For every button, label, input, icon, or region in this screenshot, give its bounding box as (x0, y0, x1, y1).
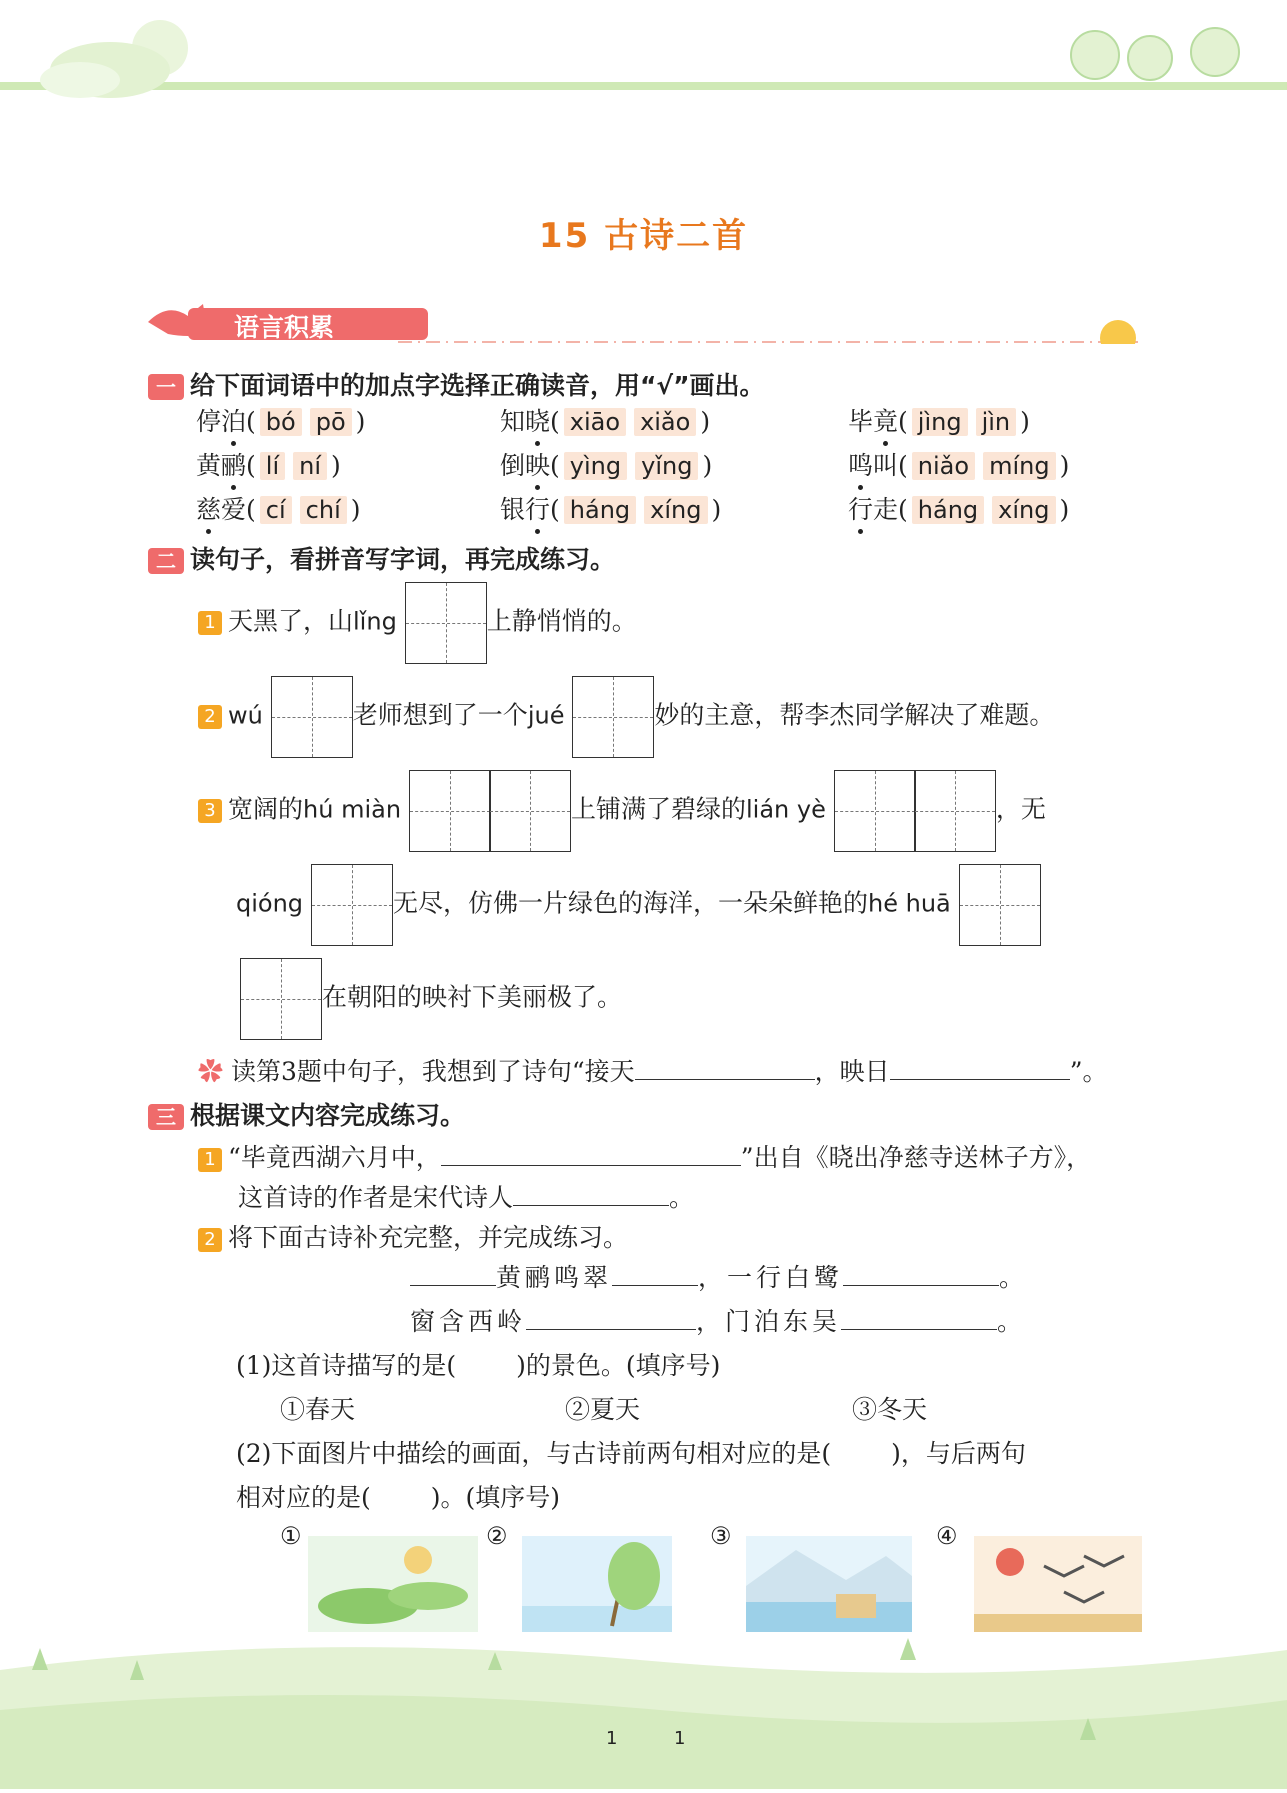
q1-word: 倒映 (500, 451, 550, 480)
q1-item: 停泊( bó pō ) (196, 402, 365, 438)
page-title: 15 古诗二首 (538, 216, 749, 256)
q1-item: 黄鹂( lí ní ) (196, 446, 341, 482)
q1-word-grid (196, 402, 1096, 532)
q2-sentence-1: 1 天黑了，山lǐng 上静悄悄的。 (198, 582, 637, 664)
q1-word: 停泊 (196, 407, 246, 436)
q1-option[interactable]: míng (983, 452, 1056, 480)
answer-blank[interactable] (513, 1181, 669, 1206)
tianzige-box[interactable] (240, 958, 322, 1040)
answer-blank[interactable] (635, 1055, 815, 1080)
q1-option[interactable]: pō (310, 408, 352, 436)
q1-badge: 一 (148, 374, 184, 400)
flower-icon: ✿ (198, 1057, 224, 1086)
q1-option[interactable]: háng (912, 496, 984, 524)
tianzige-box[interactable] (489, 770, 571, 852)
q3-sub2-line1: (2)下面图片中描绘的画面，与古诗前两句相对应的是( )，与后两句 (236, 1439, 1026, 1468)
answer-blank[interactable] (441, 1141, 741, 1166)
tianzige-box[interactable] (409, 770, 491, 852)
answer-blank[interactable] (612, 1261, 698, 1286)
q3-part1-line1: 1 “毕竟西湖六月中， ”出自《晓出净慈寺送林子方》， (198, 1138, 1091, 1174)
q1-option[interactable]: cí (260, 496, 292, 524)
q1-option[interactable]: xíng (992, 496, 1055, 524)
q1-option[interactable]: xiǎo (634, 408, 696, 436)
q2-sentence-3a: 3 宽阔的hú miàn 上铺满了碧绿的lián yè ，无 (198, 770, 1046, 852)
tianzige-box[interactable] (405, 582, 487, 664)
q1-word: 慈爱 (196, 495, 246, 524)
tianzige-box[interactable] (271, 676, 353, 758)
tianzige-box[interactable] (311, 864, 393, 946)
q2-heading: 二 读句子，看拼音写字词，再完成练习。 (148, 540, 615, 576)
q3-badge: 三 (148, 1104, 184, 1130)
footer-page-left: 1 (606, 1728, 618, 1749)
animal-heads-icon (1071, 28, 1239, 80)
tianzige-box[interactable] (914, 770, 996, 852)
q3-part1-line2: 这首诗的作者是宋代诗人 。 (238, 1183, 695, 1212)
q3-sub2-line2: 相对应的是( )。(填序号) (236, 1483, 561, 1512)
poem-line-1: 黄鹂鸣翠 ，一行白鹭 。 (410, 1258, 1028, 1294)
q1-item: 毕竟( jìng jìn ) (848, 402, 1030, 438)
q3-sub1: (1)这首诗描写的是( )的景色。(填序号) (236, 1351, 721, 1380)
answer-blank[interactable] (841, 1305, 997, 1330)
answer-blank[interactable] (890, 1055, 1070, 1080)
q1-option[interactable]: ní (293, 452, 327, 480)
q1-item: 行走( háng xíng ) (848, 490, 1069, 526)
q2-sentence-3b: qióng 无尽，仿佛一片绿色的海洋，一朵朵鲜艳的hé huā (236, 864, 1041, 946)
header-decoration (0, 0, 1287, 110)
q1-option[interactable]: chí (300, 496, 347, 524)
poem-line-2: 窗含西岭 ，门泊东吴 。 (410, 1307, 1027, 1336)
header-art (0, 0, 1287, 110)
picture-row: ① ② ③ ④ (278, 1522, 1158, 1642)
lotus-picture (308, 1536, 478, 1632)
q3-sub1-options: ①春天 ②夏天 ③冬天 (280, 1395, 928, 1424)
q1-option[interactable]: yìng (564, 452, 627, 480)
q2-badge: 二 (148, 548, 184, 574)
mountain-picture (746, 1536, 912, 1632)
q2-sentence-3c: 在朝阳的映衬下美丽极了。 (240, 958, 622, 1040)
q1-word: 银行 (500, 495, 550, 524)
q1-word: 行走 (848, 495, 898, 524)
q2-extra: ✿ 读第3题中句子，我想到了诗句“接天 ，映日 ”。 (198, 1057, 1108, 1086)
q1-option[interactable]: niǎo (912, 452, 975, 480)
answer-blank[interactable] (843, 1261, 999, 1286)
q1-item: 倒映( yìng yǐng ) (500, 446, 712, 482)
q1-option[interactable]: jìng (912, 408, 968, 436)
q1-option[interactable]: bó (260, 408, 302, 436)
footer-decoration (0, 1630, 1287, 1789)
q1-heading: 一 给下面词语中的加点字选择正确读音，用“√”画出。 (148, 366, 765, 402)
q3-part2-intro: 2 将下面古诗补充完整，并完成练习。 (198, 1218, 628, 1254)
q3-heading: 三 根据课文内容完成练习。 (148, 1096, 465, 1132)
q1-option[interactable]: háng (564, 496, 636, 524)
tianzige-box[interactable] (834, 770, 916, 852)
answer-blank[interactable] (410, 1261, 496, 1286)
q1-item: 知晓( xiāo xiǎo ) (500, 402, 710, 438)
q1-option[interactable]: xiāo (564, 408, 626, 436)
q1-word: 鸣叫 (848, 451, 898, 480)
geese-picture (974, 1536, 1142, 1632)
tianzige-box[interactable] (959, 864, 1041, 946)
q1-item: 慈爱( cí chí ) (196, 490, 361, 526)
q1-item: 银行( háng xíng ) (500, 490, 721, 526)
q1-option[interactable]: lí (260, 452, 285, 480)
q1-word: 黄鹂 (196, 451, 246, 480)
willow-picture (522, 1536, 672, 1632)
q1-word: 知晓 (500, 407, 550, 436)
tianzige-box[interactable] (572, 676, 654, 758)
sunrise-icon (1100, 320, 1136, 344)
footer-page-right: 1 (674, 1728, 686, 1749)
q2-sentence-2: 2 wú 老师想到了一个jué 妙的主意，帮李杰同学解决了难题。 (198, 676, 1054, 758)
q1-option[interactable]: xíng (644, 496, 707, 524)
q1-item: 鸣叫( niǎo míng ) (848, 446, 1069, 482)
q1-option[interactable]: yǐng (635, 452, 698, 480)
q1-option[interactable]: jìn (976, 408, 1017, 436)
section-banner (148, 294, 1148, 344)
q1-word: 毕竟 (848, 407, 898, 436)
section-label: 语言积累 (234, 313, 335, 342)
answer-blank[interactable] (526, 1305, 696, 1330)
